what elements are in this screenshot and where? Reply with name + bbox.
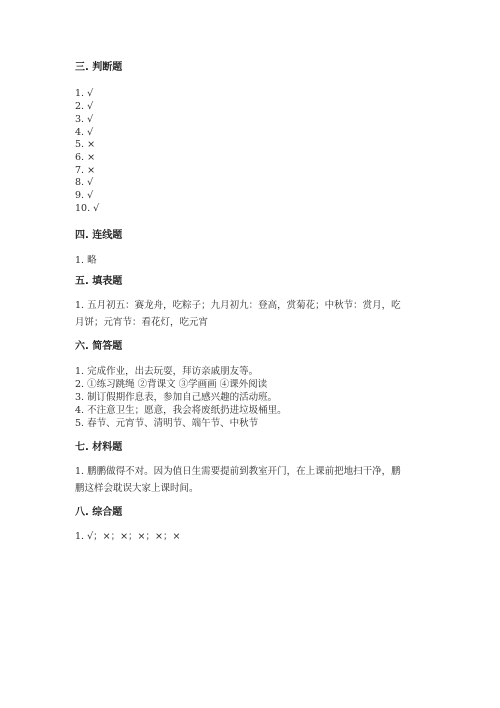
section-title-matching: 四. 连线题	[75, 230, 123, 241]
answer-line: 月饼；元宵节：看花灯，吃元宵	[75, 317, 209, 328]
answer-line: 3. √	[75, 114, 94, 125]
answer-line: 1. 五月初五：赛龙舟，吃粽子；九月初九：登高，赏菊花；中秋节：赏月，吃	[75, 300, 401, 311]
answer-line: 1. 略	[75, 255, 97, 266]
answer-line: 3. 制订假期作息表，参加自己感兴趣的活动班。	[75, 392, 278, 403]
answer-line: 6. ×	[75, 152, 96, 163]
section-title-fill-table: 五. 填表题	[75, 276, 123, 287]
answer-line: 8. √	[75, 177, 94, 188]
answer-line: 鹏这样会耽误大家上课时间。	[75, 483, 199, 494]
answer-line: 7. ×	[75, 165, 96, 176]
answer-line: 10. √	[75, 203, 100, 214]
answer-line: 1. √；×；×；×；×；×	[75, 531, 181, 542]
section-title-short-answer: 六. 简答题	[75, 341, 123, 352]
section-title-material: 七. 材料题	[75, 442, 123, 453]
answer-line: 9. √	[75, 190, 94, 201]
answer-line: 2. ①练习跳绳 ②背课文 ③学画画 ④课外阅读	[75, 379, 268, 390]
answer-line: 1. √	[75, 88, 94, 99]
answer-line: 1. 鹏鹏做得不对。因为值日生需要提前到教室开门，在上课前把地扫干净，鹏	[75, 466, 401, 477]
section-title-comprehensive: 八. 综合题	[75, 507, 123, 518]
answer-line: 1. 完成作业，出去玩耍，拜访亲戚朋友等。	[75, 366, 259, 377]
answer-line: 5. 春节、元宵节、清明节、端午节、中秋节	[75, 418, 259, 429]
answer-line: 5. ×	[75, 139, 96, 150]
section-title-judgement: 三. 判断题	[75, 62, 123, 73]
answer-line: 4. √	[75, 127, 94, 138]
answer-line: 2. √	[75, 101, 94, 112]
answer-line: 4. 不注意卫生；愿意，我会将废纸扔进垃圾桶里。	[75, 405, 287, 416]
